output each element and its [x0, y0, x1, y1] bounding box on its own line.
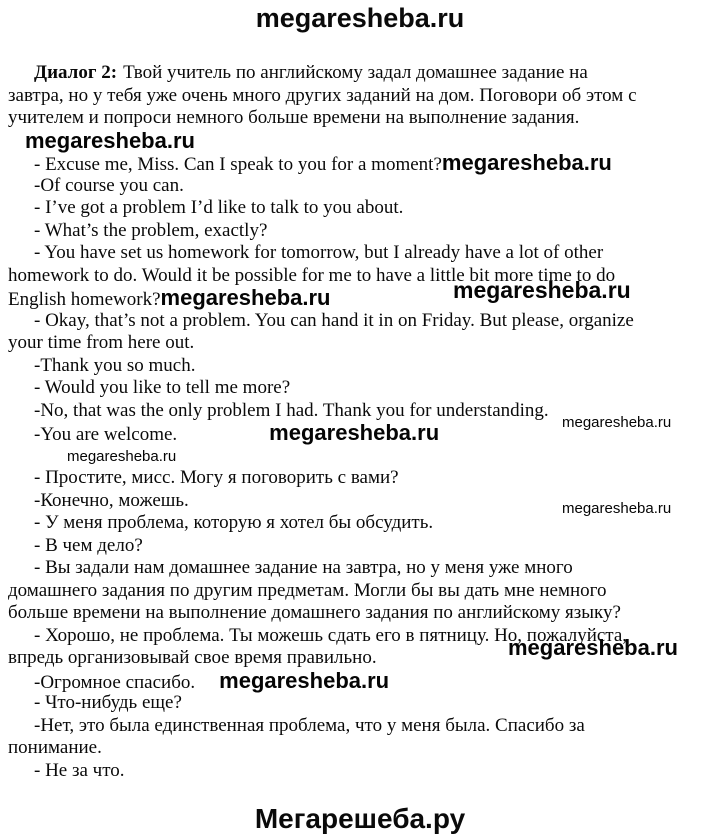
- dialogue-line-ru-5c: больше времени на выполнение домашнего задания по английскому языку?: [8, 602, 621, 623]
- watermark: megaresheba.ru: [562, 500, 672, 517]
- watermark: megaresheba.ru: [508, 635, 678, 660]
- dialogue-line-en-3: - I’ve got a problem I’d like to talk to you about.: [34, 197, 404, 218]
- dialogue-line-en-8: - Would you like to tell me more?: [34, 377, 291, 398]
- watermark: megaresheba.ru: [25, 127, 195, 153]
- watermark: megaresheba.ru: [219, 667, 390, 693]
- dialogue-line-text: - У меня проблема, которую я хотел бы обсудить.: [34, 512, 434, 533]
- task-intro-line-1: [0, 62, 720, 85]
- dialogue-line-en-6a: - Okay, that’s not a problem. You can hand it in on Friday. But please, organize: [34, 309, 634, 331]
- watermark-row-left-small: [0, 445, 720, 468]
- dialogue-line-ru-9b: понимание.: [8, 737, 102, 758]
- watermark: megaresheba.ru: [67, 447, 177, 465]
- dialogue-line-en-6b: your time from here out.: [8, 332, 195, 353]
- dialogue-line-en-4: - What’s the problem, exactly?: [34, 219, 268, 241]
- dialogue-line-ru-9a: -Нет, это была единственная проблема, что у меня была. Спасибо за: [34, 714, 585, 736]
- dialogue-line-ru-8: - Что-нибудь еще?: [34, 692, 182, 713]
- watermark: megaresheba.ru: [453, 277, 631, 303]
- task-intro-line-2: завтра, но у тебя уже очень много других заданий на дом. Поговори об этом с: [8, 84, 637, 106]
- task-label: Диалог 2:: [34, 62, 118, 83]
- dialogue-line-ru-1: - Простите, мисс. Могу я поговорить с вами?: [34, 467, 399, 488]
- document-page: [0, 2, 720, 840]
- site-watermark-header: megaresheba.ru: [255, 3, 465, 33]
- dialogue-line-ru-7: [0, 667, 720, 693]
- dialogue-line-en-2: -Of course you can.: [34, 174, 184, 196]
- watermark: megaresheba.ru: [160, 285, 331, 310]
- dialogue-line-ru-4: - В чем дело?: [34, 534, 143, 556]
- dialogue-line-text: English homework?: [8, 289, 161, 310]
- dialogue-line-ru-5a: - Вы задали нам домашнее задание на завтра, но у меня уже много: [34, 557, 573, 578]
- dialogue-line-en-5b: homework to do. Would it be possible for me to have a little bit more time to do: [8, 264, 616, 286]
- dialogue-line-ru-5b: домашнего задания по другим предметам. Могли бы вы дать мне немного: [8, 579, 607, 601]
- dialogue-line-ru-10: - Не за что.: [34, 759, 125, 781]
- dialogue-line-en-5a: - You have set us homework for tomorrow, but I already have a lot of other: [34, 242, 604, 263]
- watermark: megaresheba.ru: [441, 150, 612, 175]
- dialogue-line-text: - Excuse me, Miss. Can I speak to you for a moment?: [34, 154, 442, 175]
- dialogue-line-en-10: [0, 414, 720, 445]
- dialogue-line-text: впредь организовывай свое время правильно.: [8, 647, 377, 668]
- dialogue-document: [0, 62, 720, 782]
- dialogue-line-ru-2: -Конечно, можешь.: [34, 489, 189, 511]
- dialogue-line-ru-6a: - Хорошо, не проблема. Ты можешь сдать его в пятницу. Но, пожалуйста,: [34, 624, 628, 646]
- dialogue-line-en-1: [0, 152, 720, 175]
- dialogue-line-en-9: -No, that was the only problem I had. Thank you for understanding.: [34, 399, 549, 421]
- site-footer-brand: Мегарешеба.ру: [254, 803, 466, 834]
- watermark: megaresheba.ru: [562, 414, 672, 431]
- dialogue-line-en-5c: [0, 277, 720, 310]
- dialogue-line-text: -Огромное спасибо.: [34, 671, 196, 693]
- dialogue-line-text: -You are welcome.: [34, 424, 178, 445]
- watermark: megaresheba.ru: [269, 420, 440, 445]
- dialogue-line-en-7: -Thank you so much.: [34, 354, 196, 376]
- task-intro-line-3: учителем и попроси немного больше времени на выполнение задания.: [8, 107, 580, 128]
- task-text: Твой учитель по английскому задал домашнее задание на: [123, 62, 588, 83]
- watermark-row-left-bold: [0, 127, 720, 153]
